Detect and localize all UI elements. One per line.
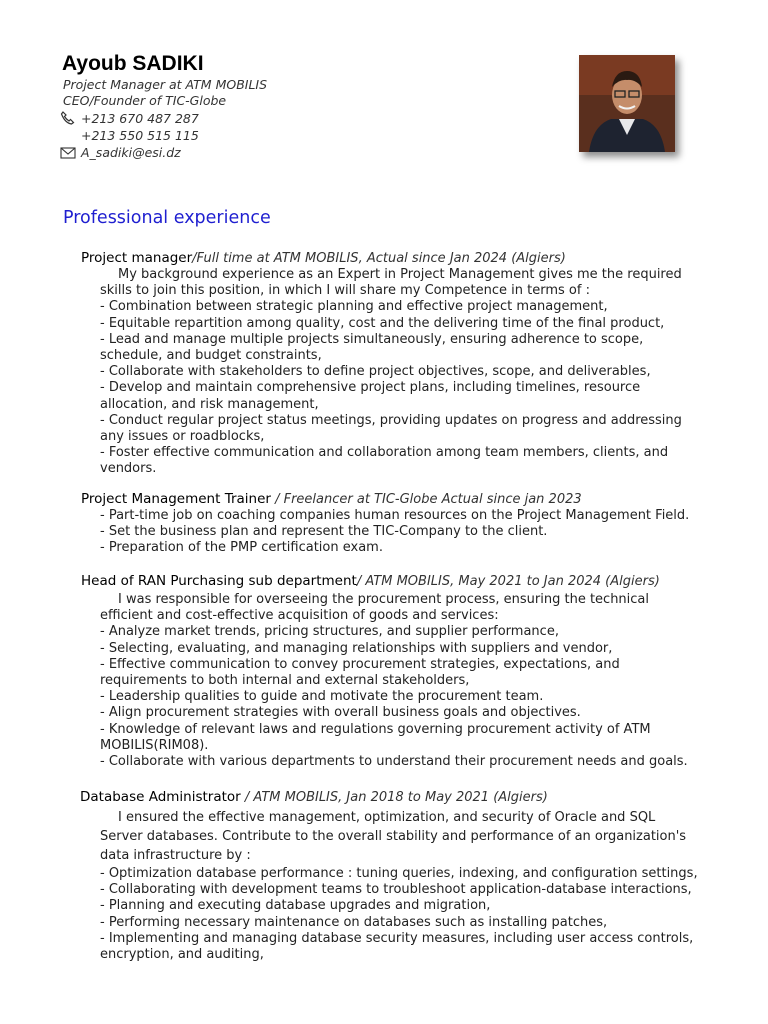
description-line: - Collaborate with various departments to understand their procurement needs and goals. — [100, 754, 688, 770]
candidate-name: Ayoub SADIKI — [62, 52, 204, 75]
description-line: I ensured the effective management, optimization, and security of Oracle and SQL — [118, 810, 656, 825]
phone-icon — [60, 111, 76, 125]
description-line: any issues or roadblocks, — [100, 429, 265, 445]
job-meta: / Freelancer at TIC-Globe Actual since jan 2023 — [270, 492, 582, 507]
description-line: - Combination between strategic planning and effective project management, — [100, 299, 608, 315]
email-link[interactable]: A_sadiki@esi.dz — [81, 145, 181, 160]
description-line: vendors. — [100, 461, 157, 477]
description-line: schedule, and budget constraints, — [100, 348, 322, 364]
job-meta: / ATM MOBILIS, Jan 2018 to May 2021 (Algiers) — [240, 790, 548, 805]
description-line: - Collaborating with development teams to troubleshoot application-database interactions, — [100, 882, 692, 898]
job-description — [100, 809, 720, 963]
description-line: - Equitable repartition among quality, cost and the delivering time of the final product, — [100, 315, 665, 331]
phone-number-2[interactable]: +213 550 515 115 — [81, 128, 199, 143]
profile-photo — [579, 55, 675, 152]
description-line: encryption, and auditing, — [100, 947, 264, 963]
job-description — [100, 508, 720, 557]
description-line: I was responsible for overseeing the procurement process, ensuring the technical — [118, 592, 650, 607]
description-line: - Leadership qualities to guide and motivate the procurement team. — [100, 689, 544, 705]
description-line: Server databases. Contribute to the overall stability and performance of an organization's — [100, 828, 687, 844]
description-line: - Lead and manage multiple projects simultaneously, ensuring adherence to scope, — [100, 331, 644, 347]
job-heading-ran-purchasing — [81, 573, 660, 589]
description-line: skills to join this position, in which I will share my Competence in terms of : — [100, 283, 590, 299]
job-title: Head of RAN Purchasing sub department — [81, 573, 357, 589]
job-title: Database Administrator — [80, 789, 241, 805]
section-title-experience: Professional experience — [63, 208, 271, 228]
description-line: - Selecting, evaluating, and managing relationships with suppliers and vendor, — [100, 640, 613, 656]
description-line: efficient and cost-effective acquisition of goods and services: — [100, 608, 499, 624]
description-line: - Align procurement strategies with overall business goals and objectives. — [100, 705, 581, 721]
description-line: - Performing necessary maintenance on databases such as installing patches, — [100, 914, 608, 930]
description-line: My background experience as an Expert in Project Management gives me the required — [118, 267, 682, 282]
job-title: Project Manager at ATM MOBILIS — [63, 77, 268, 92]
job-description — [100, 267, 720, 478]
phone-number-1[interactable]: +213 670 487 287 — [81, 111, 199, 126]
job-heading-trainer — [81, 491, 582, 507]
description-line: - Optimization database performance : tuning queries, indexing, and configuration settings, — [100, 866, 698, 881]
description-line: data infrastructure by : — [100, 848, 251, 863]
description-line: - Implementing and managing database security measures, including user access controls, — [100, 930, 694, 946]
description-line: - Foster effective communication and collaboration among team members, clients, and — [100, 445, 669, 461]
description-line: - Collaborate with stakeholders to define project objectives, scope, and deliverables, — [100, 364, 651, 380]
description-line: allocation, and risk management, — [100, 396, 319, 412]
description-line: - Knowledge of relevant laws and regulations governing procurement activity of ATM — [100, 721, 651, 737]
description-line: - Planning and executing database upgrades and migration, — [100, 898, 491, 914]
description-line: - Analyze market trends, pricing structures, and supplier performance, — [100, 624, 559, 640]
description-line: - Preparation of the PMP certification exam. — [100, 540, 383, 556]
job-heading-project-manager — [81, 250, 566, 266]
description-line: MOBILIS(RIM08). — [100, 737, 209, 753]
description-line: - Part-time job on coaching companies human resources on the Project Management Field. — [100, 508, 690, 523]
description-line: - Set the business plan and represent the TIC-Company to the client. — [100, 524, 548, 540]
job-meta: /Full time at ATM MOBILIS, Actual since Jan 2024 (Algiers) — [192, 251, 566, 266]
founder-title: CEO/Founder of TIC-Globe — [63, 93, 227, 108]
description-line: - Effective communication to convey procurement strategies, expectations, and — [100, 656, 620, 672]
job-meta: / ATM MOBILIS, May 2021 to Jan 2024 (Algiers) — [356, 574, 660, 589]
description-line: - Conduct regular project status meetings, providing updates on progress and addressing — [100, 412, 682, 428]
job-title: Project manager — [81, 250, 193, 266]
job-heading-database-admin — [80, 789, 548, 805]
description-line: - Develop and maintain comprehensive project plans, including timelines, resource — [100, 380, 641, 396]
envelope-icon — [60, 146, 76, 160]
job-description — [100, 592, 720, 770]
description-line: requirements to both internal and external stakeholders, — [100, 673, 470, 689]
job-title: Project Management Trainer — [81, 491, 271, 507]
